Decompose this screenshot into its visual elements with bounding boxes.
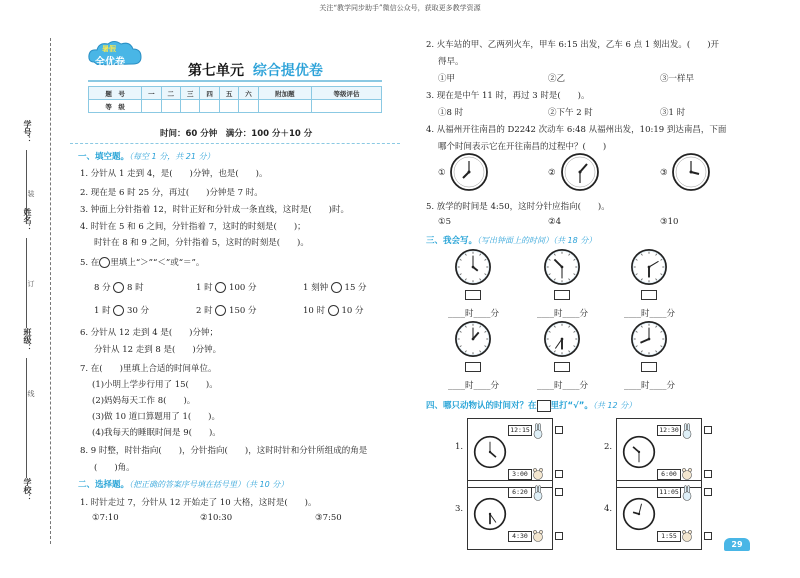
choice-q2b: 得早。 [438,57,464,67]
score-cell-empty[interactable] [161,100,180,113]
fill-q7: 7. 在( )里填上合适的时间单位。 [80,364,217,374]
checkbox-blank-icon [537,400,551,412]
score-cell: 五 [219,87,238,100]
student-id-label: 学号： [23,120,32,144]
section3-note: （写出钟面上的时间）（共 18 分） [477,236,597,245]
rabbit-icon [682,485,692,501]
clock-icon [630,320,668,358]
score-cell: 一 [142,87,161,100]
binding-strip [6,40,46,540]
section4-title-a: 四、哪只动物认的时间对？在 [426,401,537,411]
score-cell-empty[interactable] [181,100,200,113]
score-cell-empty[interactable] [239,100,258,113]
s4-item-number: 1. [455,442,464,452]
fill-q4a: 4. 时针在 5 和 6 之间，分针指着 7，这时的时刻是( )； [80,222,306,232]
compare-item [196,304,256,316]
clock-icon [543,248,581,286]
bear-icon [682,465,692,481]
compare-left: 2 时 [196,306,213,316]
answer-checkbox[interactable] [555,470,563,478]
time-digital-box[interactable] [554,362,570,372]
s4-question-box [616,418,702,488]
score-table-header-row [89,87,382,100]
time-answer-line[interactable]: ____时____分 [448,309,500,319]
animal-answer-time: 4:30 [508,531,532,542]
fill-q5 [80,256,204,268]
class-line [26,358,27,478]
section4-title-b: 里打“√”。 [550,401,593,411]
school-label: 学校： [23,478,32,502]
compare-item [196,281,256,293]
answer-checkbox[interactable] [704,426,712,434]
choice-q3-opt2: ②下午 2 时 [548,108,593,118]
choice-q1-opt2: ②10:30 [200,513,233,523]
class-label: 班级： [23,328,32,352]
summer-badge [86,38,144,72]
compare-item [303,304,363,316]
animal-answer-time: 1:55 [657,531,681,542]
score-cell-empty[interactable] [219,100,238,113]
choice-q4-opt1: ① [438,168,446,178]
time-answer-line[interactable]: ____时____分 [448,381,500,391]
section1-title [78,150,214,162]
compare-item [94,304,149,316]
compare-right: 150 分 [229,306,257,316]
compare-item [94,281,144,293]
score-cell: 六 [239,87,258,100]
time-digital-box[interactable] [554,290,570,300]
choice-q4a: 4. 从福州开往南昌的 D2242 次动车 6:48 从福州出发，10:19 到达南昌，下面 [426,125,727,135]
binding-mark-xian: 线 [27,390,35,397]
clock-icon [543,320,581,358]
title-rule [88,80,382,82]
time-digital-box[interactable] [465,362,481,372]
choice-q1-opt3: ③7:50 [315,513,342,523]
compare-right: 10 分 [341,306,364,316]
choice-q5-opt1: ①5 [438,217,452,227]
section4-note: （共 12 分） [592,401,637,410]
clock-icon [473,435,507,469]
clock-icon [454,320,492,358]
fill-q1: 1. 分针从 1 走到 4，是( )分钟，也是( )。 [80,169,268,179]
time-answer-line[interactable]: ____时____分 [537,309,589,319]
choice-q1: 1. 时针走过 7，分针从 12 开始走了 10 大格，这时是( )。 [80,498,317,508]
fill-q3: 3. 钟面上分针指着 12，时针正好和分针成一条直线，这时是( )时。 [80,205,349,215]
score-cell-empty[interactable] [200,100,219,113]
answer-checkbox[interactable] [704,532,712,540]
compare-left: 8 分 [94,283,111,293]
fill-q4b: 时针在 8 和 9 之间，分针指着 5，这时的时刻是( )。 [94,238,309,248]
fill-q5-suffix: 里填上“＞”“＜”或“＝”。 [110,258,205,268]
compare-right: 8 时 [127,283,144,293]
clock-icon [630,248,668,286]
exam-title: 综合提优卷 [252,63,323,79]
time-info: 时间：60 分钟 满分：100 分＋10 分 [160,129,313,139]
compare-left: 10 时 [303,306,326,316]
answer-checkbox[interactable] [704,470,712,478]
fill-q8a: 8. 9 时整，时针指向( )，分针指向( )，这时时针和分针所组成的角是 [80,446,368,456]
time-answer-line[interactable]: ____时____分 [624,309,676,319]
fill-q6b: 分针从 12 走到 8 是( )分钟。 [94,345,222,355]
animal-answer-time: 11:05 [657,487,681,498]
fill-q6a: 6. 分针从 12 走到 4 是( )分钟； [80,328,218,338]
clock-icon [560,152,600,192]
fill-q7-item1: (1)小明上学步行用了 15( )。 [92,380,218,390]
compare-circle-icon[interactable] [113,282,124,293]
bear-icon [682,527,692,543]
score-cell: 等 级 [89,100,142,113]
choice-q5-opt3: ③10 [660,217,679,227]
compare-circle-icon[interactable] [215,305,226,316]
section3-title-text: 三、我会写。 [426,236,478,246]
page-number: 29 [724,538,750,551]
badge-line1: 暑假 [102,45,116,53]
choice-q5-opt2: ②4 [548,217,562,227]
choice-q2-opt1: ①甲 [438,74,456,84]
score-cell: 附加题 [258,87,311,100]
s4-item-number: 4. [604,504,613,514]
animal-answer-time: 3:00 [508,469,532,480]
clock-icon [449,152,489,192]
bear-icon [533,527,543,543]
binding-cut-line [50,38,51,544]
choice-q2-opt3: ③一样早 [660,74,695,84]
clock-icon [622,497,656,531]
choice-q5: 5. 放学的时间是 4:50，这时分针应指向( )。 [426,202,610,212]
compare-left: 1 刻钟 [303,283,329,293]
rabbit-icon [682,423,692,439]
circle-blank-icon [99,257,110,268]
s4-item-number: 2. [604,442,613,452]
top-notice: 关注“教学同步助手”微信公众号，获取更多教学资源 [319,4,481,12]
animal-answer-time: 6:20 [508,487,532,498]
score-table [88,86,382,113]
clock-icon [454,248,492,286]
choice-q3-opt1: ①8 时 [438,108,464,118]
s4-question-box [616,480,702,550]
section2-title [78,478,288,490]
choice-q4-opt3: ③ [660,168,668,178]
answer-checkbox[interactable] [555,532,563,540]
compare-right: 15 分 [344,283,367,293]
rabbit-icon [533,423,543,439]
compare-item [303,281,367,293]
score-cell-empty[interactable] [258,100,311,113]
time-answer-line[interactable]: ____时____分 [537,381,589,391]
score-table-grade-row [89,100,382,113]
student-name-label: 姓名： [23,208,32,232]
compare-right: 30 分 [127,306,150,316]
fill-q7-item2: (2)妈妈每天工作 8( )。 [92,396,196,406]
time-digital-box[interactable] [641,362,657,372]
section1-title-text: 一、填空题。 [78,152,130,162]
fill-q7-item4: (4)我每天的睡眠时间是 9( )。 [92,428,221,438]
animal-answer-time: 12:30 [657,425,681,436]
fill-q7-item3: (3)做 10 道口算题用了 1( )。 [92,412,221,422]
answer-checkbox[interactable] [555,488,563,496]
answer-checkbox[interactable] [704,488,712,496]
choice-q4b: 哪个时间表示它在开往南昌的过程中？( ) [438,142,607,152]
time-digital-box[interactable] [465,290,481,300]
compare-circle-icon[interactable] [113,305,124,316]
page-title [188,60,323,80]
unit-title: 第七单元 [188,63,244,79]
fill-q2: 2. 现在是 6 时 25 分，再过( )分钟是 7 时。 [80,188,263,198]
choice-q3: 3. 现在是中午 11 时，再过 3 时是( )。 [426,91,590,101]
fill-q8b: ( )角。 [94,463,135,473]
answer-checkbox[interactable] [555,426,563,434]
score-cell: 等级评估 [311,87,381,100]
clock-icon [622,435,656,469]
choice-q1-opt1: ①7:10 [92,513,119,523]
score-cell: 题 号 [89,87,142,100]
fill-q5-prefix: 5. 在 [80,258,100,268]
binding-mark-zhuang: 装 [27,190,35,197]
score-cell-empty[interactable] [311,100,381,113]
animal-answer-time: 6:00 [657,469,681,480]
choice-q4-opt2: ② [548,168,556,178]
section2-title-text: 二、选择题。 [78,480,130,490]
score-cell: 三 [181,87,200,100]
compare-right: 100 分 [229,283,257,293]
clock-icon [473,497,507,531]
compare-left: 1 时 [94,306,111,316]
header-divider [70,143,400,144]
section4-title [426,399,636,412]
time-answer-line[interactable]: ____时____分 [624,381,676,391]
choice-q3-opt3: ③1 时 [660,108,686,118]
section3-title [426,234,596,246]
s4-question-box [467,418,553,488]
rabbit-icon [533,485,543,501]
compare-circle-icon[interactable] [328,305,339,316]
compare-circle-icon[interactable] [331,282,342,293]
score-cell: 二 [161,87,180,100]
s4-item-number: 3. [455,504,464,514]
s4-question-box [467,480,553,550]
badge-line2: 全优卷 [95,57,125,68]
animal-answer-time: 12:15 [508,425,532,436]
score-cell-empty[interactable] [142,100,161,113]
section2-note: （把正确的答案序号填在括号里）（共 10 分） [129,480,289,489]
compare-left: 1 时 [196,283,213,293]
choice-q2a: 2. 火车站的甲、乙两列火车，甲车 6:15 出发，乙车 6 点 1 刻出发。( )开 [426,40,720,50]
choice-q2-opt2: ②乙 [548,74,566,84]
clock-icon [671,152,711,192]
compare-circle-icon[interactable] [215,282,226,293]
section1-note: （每空 1 分，共 21 分） [129,152,215,161]
bear-icon [533,465,543,481]
binding-mark-ding: 订 [27,280,35,287]
time-digital-box[interactable] [641,290,657,300]
score-cell: 四 [200,87,219,100]
